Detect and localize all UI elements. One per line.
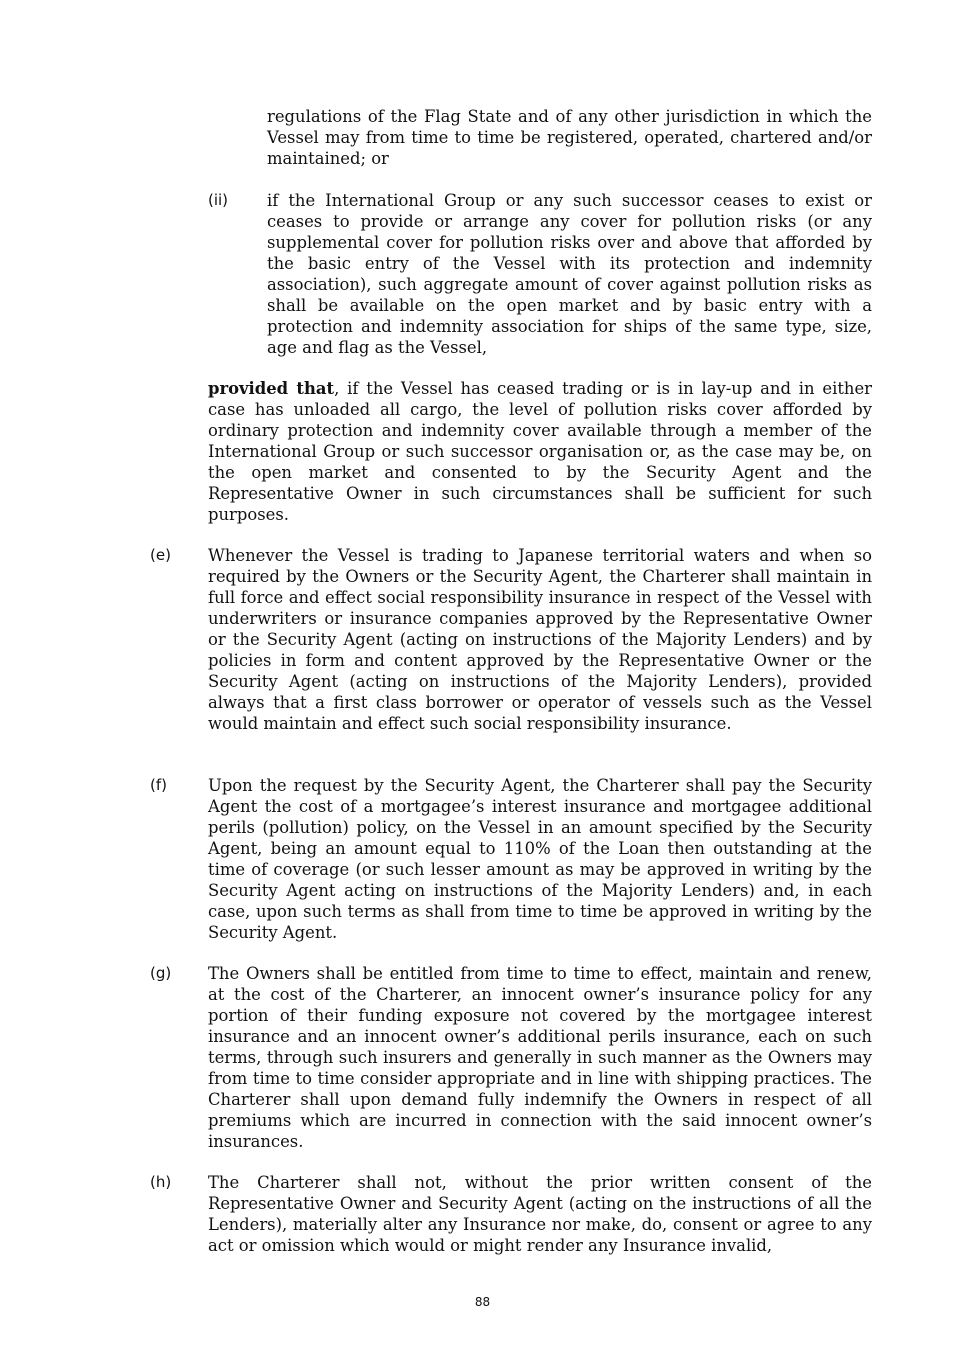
item-e-label: (e) [150, 546, 171, 564]
proviso-text: , if the Vessel has ceased trading or is in lay-up and in either case has unloaded all cargo, the level of pollution risks cover afforded by ordinary protection and indemnity cover available through a member of the International Group or such successor organisation or, as the case may be, on the open market and consented to by the Security Agent and the Representative Owner in such circumstances shall be sufficient for such purposes. [208, 379, 873, 524]
item-h-label: (h) [150, 1173, 172, 1191]
proviso-paragraph [208, 378, 872, 525]
page-number: 88 [474, 1295, 491, 1309]
item-f-text: Upon the request by the Security Agent, the Charterer shall pay the Security Agent the cost of a mortgagee’s interest insurance and mortgagee additional perils (pollution) policy, on the Vessel in an amount specified by the Security Agent, being an amount equal to 110% of the Loan then outstanding at the time of coverage (or such lesser amount as may be approved in writing by the Security Agent acting on instructions of the Majority Lenders) and, in each case, upon such terms as shall from time to time be approved in writing by the Security Agent. [208, 776, 872, 942]
item-g-label: (g) [150, 964, 172, 982]
item-e-text: Whenever the Vessel is trading to Japanese territorial waters and when so required by the Owners or the Security Agent, the Charterer shall maintain in full force and effect social responsibility insurance in respect of the Vessel with underwriters or insurance companies approved by the Representative Owner or the Security Agent (acting on instructions of the Majority Lenders) and by policies in form and content approved by the Representative Owner or the Security Agent (acting on instructions of the Majority Lenders), provided always that a first class borrower or operator of vessels such as the Vessel would maintain and effect such social responsibility insurance. [208, 546, 872, 733]
item-h-text: The Charterer shall not, without the prior written consent of the Representative Owner and Security Agent (acting on the instructions of all the Lenders), materially alter any Insurance nor make, do, consent or agree to any act or omission which would or might render any Insurance invalid, [208, 1173, 872, 1255]
item-ii-text: if the International Group or any such successor ceases to exist or ceases to provide or arrange any cover for pollution risks (or any supplemental cover for pollution risks over and above that afforded by the basic entry of the Vessel with its protection and indemnity association), such aggregate amount of cover against pollution risks as shall be available on the open market and by basic entry with a protection and indemnity association for ships of the same type, size, age and flag as the Vessel, [267, 191, 872, 357]
proviso-bold-lead: provided that [208, 379, 335, 398]
item-g-text: The Owners shall be entitled from time to time to effect, maintain and renew, at the cost of the Charterer, an innocent owner’s insurance policy for any portion of their funding exposure not covered by the mortgagee interest insurance and an innocent owner’s additional perils insurance, each on such terms, through such insurers and generally in such manner as the Owners may from time to time consider appropriate and in line with shipping practices. The Charterer shall upon demand fully indemnify the Owners in respect of all premiums which are incurred in connection with the said innocent owner’s insurances. [208, 964, 872, 1151]
item-f-label: (f) [150, 776, 167, 794]
continuation-paragraph: regulations of the Flag State and of any other jurisdiction in which the Vessel may from time to time be registered, operated, chartered and/or maintained; or [267, 107, 872, 168]
item-ii-label: (ii) [208, 191, 229, 209]
